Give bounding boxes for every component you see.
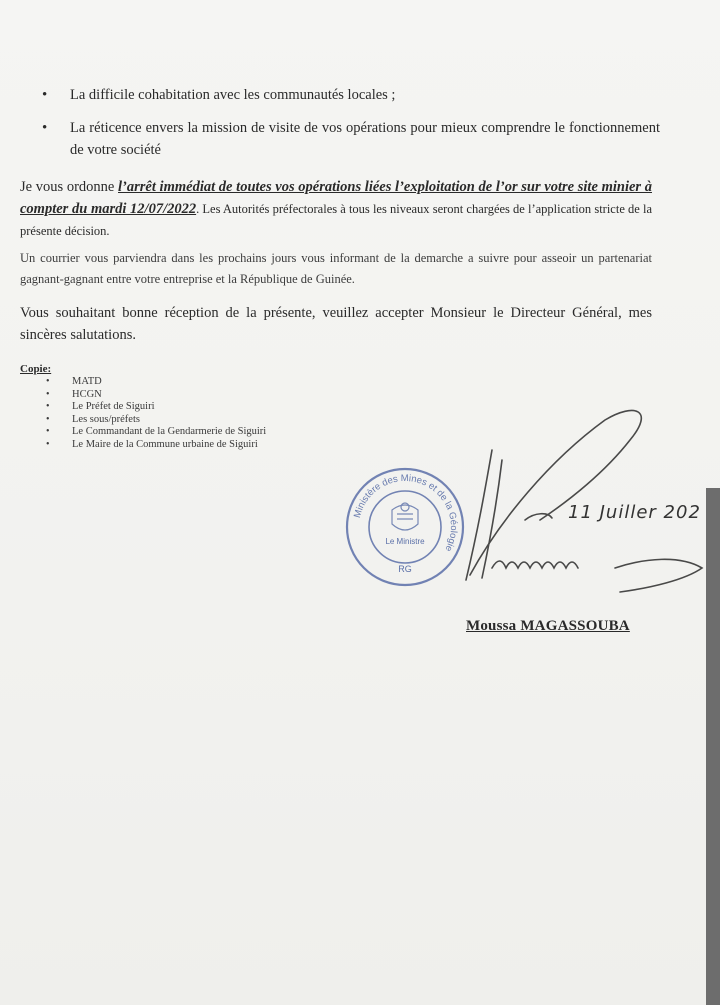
- signer-name: Moussa MAGASSOUBA: [466, 618, 630, 634]
- bullet-item: • La réticence envers la mission de visite de vos opérations pour mieux comprendre le fonctionnement de votre société: [40, 117, 660, 161]
- bullet-list: [40, 84, 660, 172]
- copie-item: • Les sous/préfets: [20, 414, 266, 427]
- scan-edge: [706, 488, 720, 1005]
- copie-item: • Le Commandant de la Gendarmerie de Siguiri: [20, 426, 266, 439]
- order-paragraph: [20, 176, 652, 242]
- signature-date: 11 Juiller 202: [568, 502, 701, 523]
- order-lead: Je vous ordonne: [20, 179, 119, 195]
- order-tail: . Les Autorités préfectorales à tous les niveaux seront chargées de l’application stricte de la présente décision.: [20, 202, 652, 238]
- bullet-item: • La difficile cohabitation avec les communautés locales ;: [40, 84, 660, 106]
- copie-block: [20, 363, 266, 451]
- copie-item: • HCGN: [20, 389, 266, 402]
- copie-item: • Le Préfet de Siguiri: [20, 401, 266, 414]
- order-emphasis: l’arrêt immédiat de toutes vos opérations liées l’exploitation de l’or sur votre site minier à compter du mardi 12/07/2022: [20, 179, 652, 217]
- copie-item: • Le Maire de la Commune urbaine de Siguiri: [20, 439, 266, 452]
- seal-center-text: Le Ministre: [385, 537, 425, 546]
- seal-ring-text: Ministère des Mines et de la Géologie: [351, 472, 460, 554]
- copie-title: Copie:: [20, 363, 52, 375]
- copie-item: • MATD: [20, 376, 266, 389]
- copie-list: [20, 376, 266, 451]
- closing-paragraph: Vous souhaitant bonne réception de la présente, veuillez accepter Monsieur le Directeur Général, mes sincères salutations.: [20, 305, 652, 343]
- courrier-paragraph: Un courrier vous parviendra dans les prochains jours vous informant de la demarche a suivre pour asseoir un partenariat gagnant-gagnant entre votre entreprise et la République de Guinée.: [20, 251, 652, 286]
- seal-bottom-text: RG: [398, 564, 412, 574]
